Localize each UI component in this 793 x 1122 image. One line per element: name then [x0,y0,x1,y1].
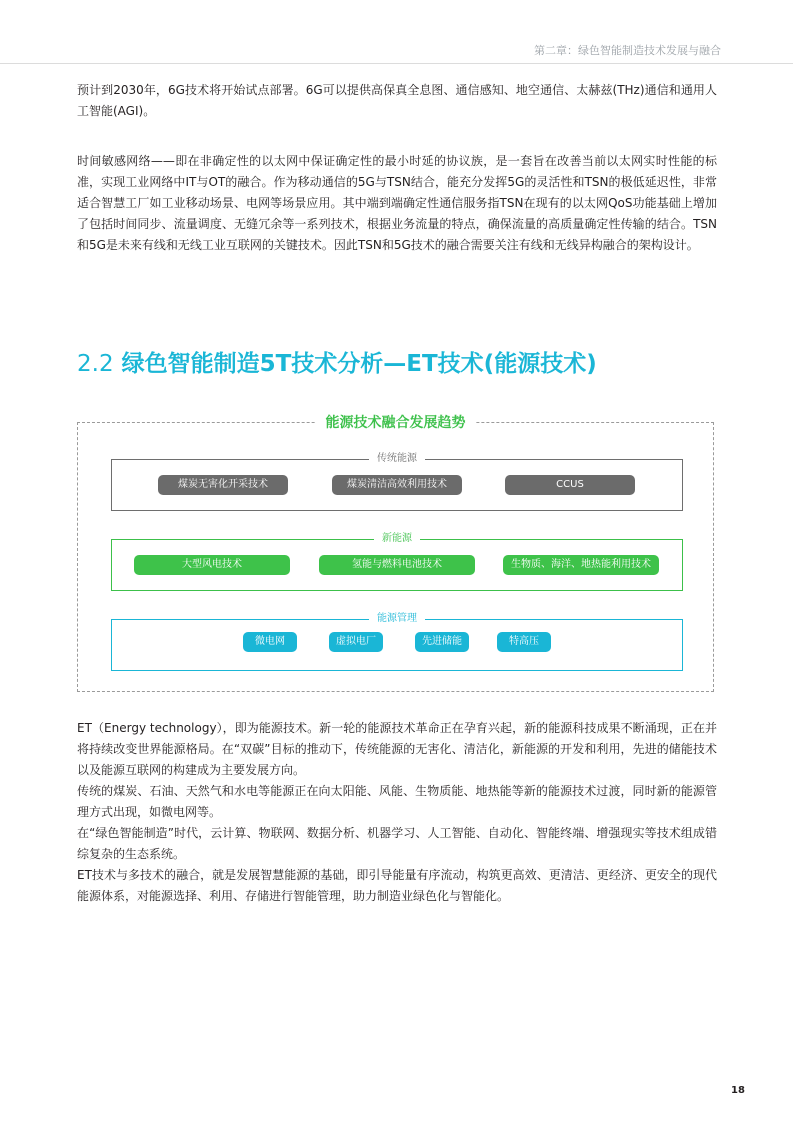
group-label-traditional: 传统能源 [369,452,425,466]
group-label-new-energy: 新能源 [374,532,420,546]
tech-pill: 生物质、海洋、地热能利用技术 [503,555,659,575]
tech-pill: 特高压 [497,632,551,652]
tech-pill: 先进储能 [415,632,469,652]
intro-paragraph: 预计到2030年，6G技术将开始试点部署。6G可以提供高保真全息图、通信感知、地空通信、太赫兹(THz)通信和通用人工智能(AGI)。 [77,83,717,118]
tech-pill: 氢能与燃料电池技术 [319,555,475,575]
tsn-paragraph: 时间敏感网络——即在非确定性的以太网中保证确定性的最小时延的协议族，是一套旨在改善当前以太网实时性能的标准，实现工业网络中IT与OT的融合。作为移动通信的5G与TSN结合，能充分发挥5G的灵活性和TSN的极低延迟性，非常适合智慧工厂如工业移动场景、电网等场景应用。其中端到端确定性通信服务指TSN在现有的以太网QoS功能基础上增加了包括时间同步、流量调度、无缝冗余等一系列技术，根据业务流量的特点，确保流量的高质量确定性传输的结合。TSN和5G是未来有线和无线工业互联网的关键技术。因此TSN和5G技术的融合需要关注有线和无线异构融合的架构设计。 [77,154,717,252]
section-number: 2.2 [77,351,114,377]
new-energy-group [111,533,683,591]
page-number: 18 [731,1085,745,1096]
section-heading [77,345,597,378]
section-title: 绿色智能制造5T技术分析—ET技术(能源技术) [121,351,597,377]
header-divider [0,63,793,64]
tech-pill: 煤炭清洁高效利用技术 [332,475,462,495]
tech-pill: 大型风电技术 [134,555,290,575]
tech-pill: 煤炭无害化开采技术 [158,475,288,495]
tech-pill: CCUS [505,475,635,495]
tech-pill: 虚拟电厂 [329,632,383,652]
energy-management-group [111,613,683,671]
diagram-title: 能源技术融合发展趋势 [316,413,476,433]
tech-pill: 微电网 [243,632,297,652]
energy-trend-diagram [77,415,714,692]
group-label-management: 能源管理 [369,612,425,626]
et-paragraph: ET（Energy technology），即为能源技术。新一轮的能源技术革命正在孕育兴起，新的能源科技成果不断涌现，正在并将持续改变世界能源格局。在“双碳”目标的推动下，传统能源的无害化、清洁化，新能源的开发和利用，先进的储能技术以及能源互联网的构建成为主要发展方向。 传统的煤炭、石油、天然气和水电等能源正在向太阳能、风能、生物质能、地热能等新的能源技术过渡，同时新的能源管理方式出现，如微电网等。 在“绿色智能制造”时代，云计算、物联网、数据分析、机器学习、人工智能、自动化、智能终端、增强现实等技术组成错综复杂的生态系统。 ET技术与多技术的融合，就是发展智慧能源的基础，即引导能量有序流动，构筑更高效、更清洁、更经济、更安全的现代能源体系，对能源选择、利用、存储进行智能管理，助力制造业绿色化与智能化。 [77,721,717,903]
traditional-energy-group [111,453,683,511]
running-header: 第二章：绿色智能制造技术发展与融合 [534,44,721,57]
